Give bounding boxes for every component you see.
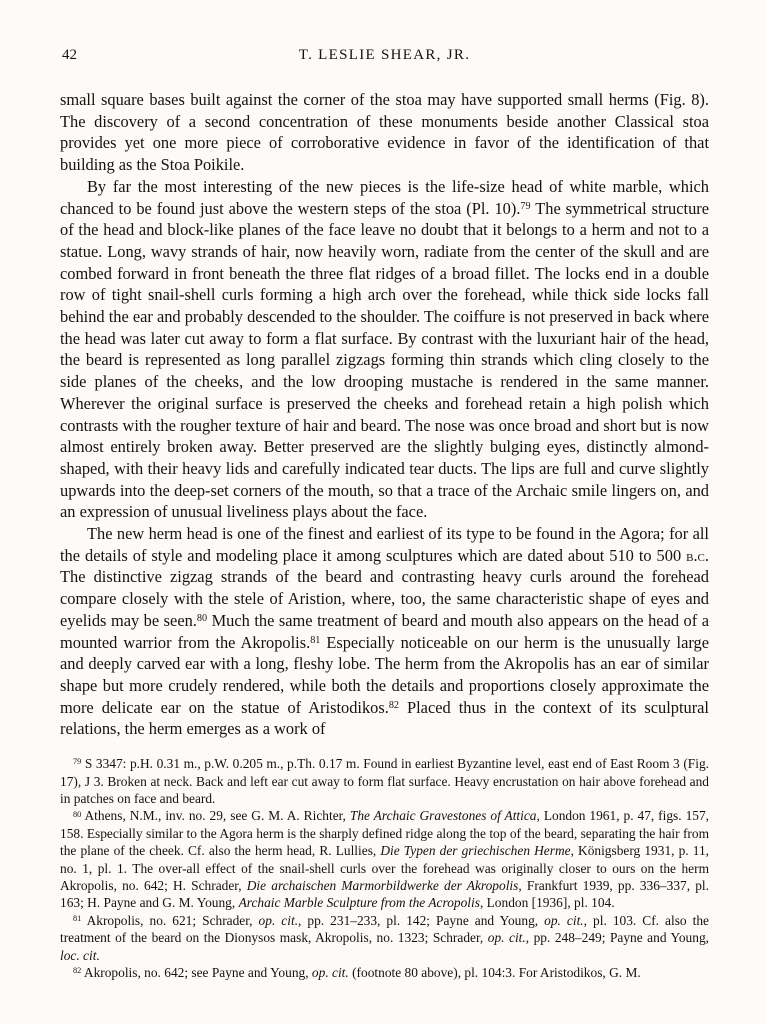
text-run: Much the same treatment of beard and mouth also appears on the head of a mounted warrior from the Akropolis.: [60, 610, 710, 652]
footnote-ref-superscript: 82: [73, 966, 82, 976]
text-run: , London 1961, p. 47, figs. 157, 158. Especially similar to the Agora herm is the sharply defined ridge along the top of the beard, separating the hair from the plane of the cheek. Cf. also the herm head, R. Lullies,: [60, 808, 710, 859]
footnote-ref-superscript: 79: [73, 757, 82, 767]
text-run: Akropolis, no. 621; Schrader,: [81, 912, 259, 928]
footnote-ref-superscript: 81: [310, 635, 321, 647]
text-run: , pp. 248–249; Payne and Young,: [525, 930, 709, 946]
text-run: loc. cit.: [60, 947, 100, 963]
body-paragraph: [60, 523, 709, 740]
text-run: The distinctive zigzag strands of the beard and contrasting heavy curls around the forehead compare closely with the stele of Aristion, where, too, the same characteristic shape of eyes and eyelids may be seen.: [60, 567, 709, 630]
footnote: [60, 807, 709, 911]
footnote-ref-superscript: 79: [520, 200, 531, 212]
text-run: Athens, N.M., inv. no. 29, see G. M. A. Richter,: [81, 808, 350, 824]
text-run: Especially noticeable on our herm is the unusually large and deeply carved ear with a long, fleshy lobe. The herm from the Akropolis has an ear of similar shape but more crudely rendered, while both the details and proportions closely approximate the more delicate ear on the statue of Aristodikos.: [60, 632, 709, 717]
text-run: Die Typen der griechischen Herme: [380, 843, 571, 859]
text-run: (footnote 80 above), pl. 104:3. For Aristodikos, G. M.: [348, 964, 641, 980]
text-run: By far the most interesting of the new pieces is the life-size head of white marble, which chanced to be found just above the western steps of the stoa (Pl. 10).: [60, 176, 709, 218]
text-run: , Frankfurt 1939, pp. 336–337, pl. 163; H. Payne and G. M. Young,: [60, 877, 709, 911]
text-run: Archaic Marble Sculpture from the Acropolis: [238, 895, 480, 911]
text-run: The new herm head is one of the finest and earliest of its type to be found in the Agora; for all the details of style and modeling place it among sculptures which are dated about 510 to 500: [60, 524, 709, 565]
footnote-ref-superscript: 82: [388, 700, 399, 712]
footnote-ref-superscript: 80: [73, 809, 82, 819]
article-body: [60, 89, 709, 740]
text-run: op. cit.: [258, 912, 299, 928]
text-run: The Archaic Gravestones of Attica: [349, 808, 537, 824]
text-run: S 3347: p.H. 0.31 m., p.W. 0.205 m., p.Th. 0.17 m. Found in earliest Byzantine level, east end of East Room 3 (Fig. 17), J 3. Broken at neck. Back and left ear cut away to form flat surface. Heavy encrustation on hair above forehead and in patches on face and beard.: [60, 756, 709, 806]
text-run: , Königsberg 1931, p. 11, no. 1, pl. 1. The over-all effect of the snail-shell curls over the forehead was originally closer to ours on the herm Akropolis, no. 642; H. Schrader,: [60, 843, 709, 893]
text-run: b.c.: [686, 545, 709, 565]
footnotes-section: [60, 755, 709, 981]
text-run: , London [1936], pl. 104.: [479, 895, 615, 911]
text-run: Akropolis, no. 642; see Payne and Young,: [81, 964, 312, 980]
footnote: [60, 755, 709, 807]
text-run: , pl. 103. Cf. also the treatment of the beard on the Dionysos mask, Akropolis, no. 1323; Schrader,: [60, 912, 709, 946]
text-run: The symmetrical structure of the head and block-like planes of the face leave no doubt that it belongs to a herm and not to a statue. Long, wavy strands of hair, now heavily worn, radiate from the center of the skull and are combed forward in front beneath the three flat ridges of a broad fillet. The locks end in a double row of tight snail-shell curls forming a high arch over the forehead, while thick side locks fall behind the ear and probably descended to the shoulder. The coiffure is not preserved in back where the head was later cut away to form a flat surface. By contrast with the luxuriant hair of the head, the beard is represented as long parallel zigzags forming thin strands which cling closely to the side planes of the cheeks, and the low drooping mustache is rendered in the same manner. Wherever the original surface is preserved the cheeks and forehead retain a high polish which contrasts with the rougher texture of hair and beard. The nose was once broad and short but is now almost entirely broken away. Better preserved are the slightly bulging eyes, distinctly almond-shaped, with their heavy lids and carefully indicated tear ducts. The lips are full and curve slightly upwards into the deep-set corners of the mouth, so that a trace of the Archaic smile lingers on, and an expression of unusual liveliness plays about the face.: [60, 198, 709, 522]
text-run: op. cit.: [311, 964, 349, 980]
body-paragraph: [60, 89, 709, 176]
footnote-ref-superscript: 80: [196, 613, 208, 625]
footnote: [60, 964, 709, 981]
page-number: 42: [62, 47, 77, 63]
text-run: , pp. 231–233, pl. 142; Payne and Young,: [298, 912, 545, 928]
text-run: op. cit.: [544, 912, 584, 928]
footnote: [60, 912, 709, 964]
running-head: [60, 47, 709, 66]
running-header-title: T. LESLIE SHEAR, JR.: [298, 47, 471, 63]
body-paragraph: [60, 176, 709, 523]
text-run: small square bases built against the corner of the stoa may have supported small herms (Fig. 8). The discovery of a second concentration of these monuments beside another Classical stoa provides yet one more piece of corroborative evidence in favor of the identification of that building as the Stoa Poikile.: [60, 90, 709, 175]
text-run: Die archaischen Marmorbildwerke der Akropolis: [246, 877, 519, 893]
text-run: op. cit.: [487, 930, 526, 946]
footnote-ref-superscript: 81: [73, 914, 82, 924]
text-run: Placed thus in the context of its sculptural relations, the herm emerges as a work of: [60, 697, 709, 739]
